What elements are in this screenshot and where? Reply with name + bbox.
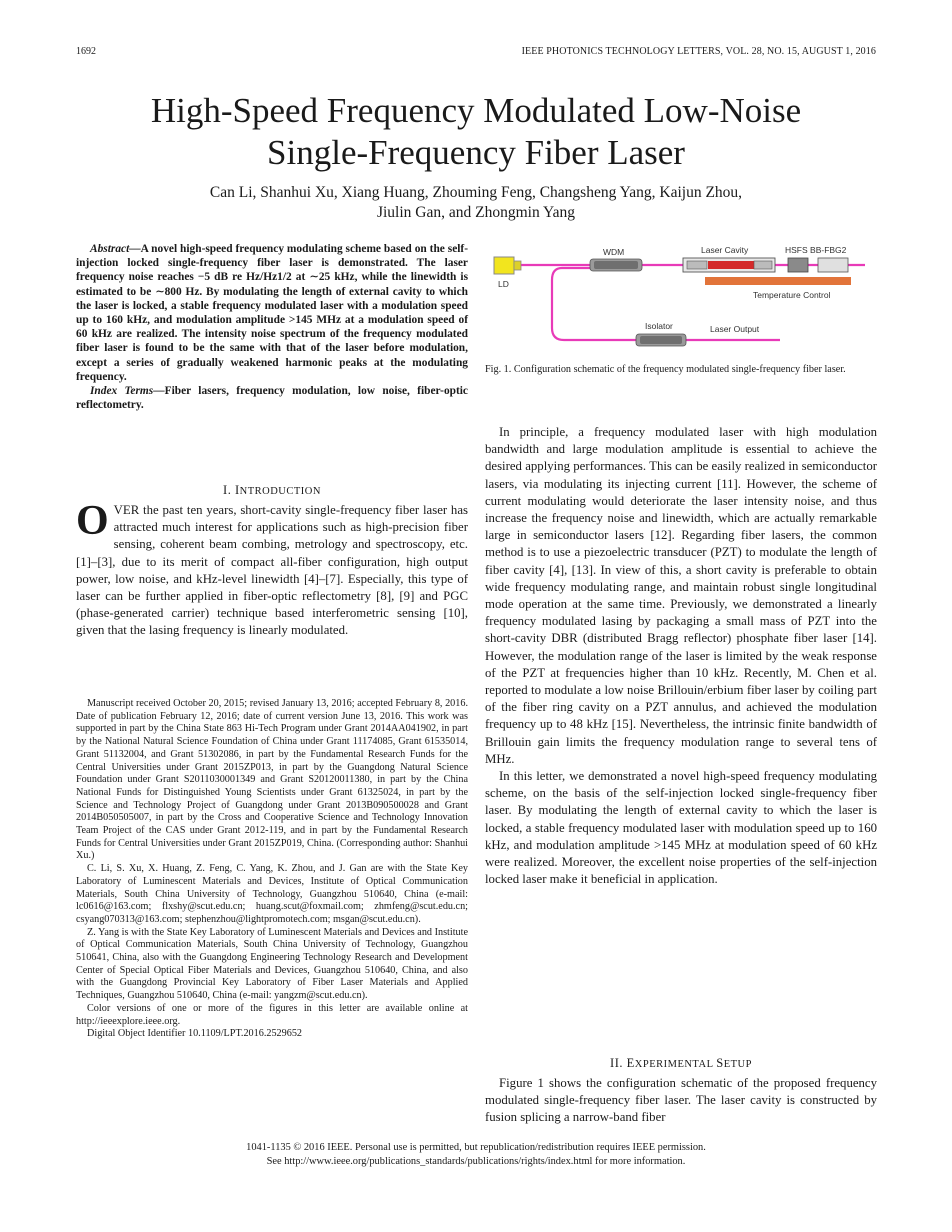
- index-terms-label: Index Terms—: [90, 385, 165, 398]
- abstract: [76, 242, 468, 412]
- paragraph-this-letter: In this letter, we demonstrated a novel high-speed frequency modulating scheme, on the basis of the self-injection locked single-frequency fiber laser. By modulating the length of external cavity to which the laser is locked, a stable frequency modulated laser with modulation speed up to 160 kHz, and modulation amplitude >145 MHz at modulation speed of 60 kHz were realized. Moreover, the excellent noise properties of the self-injection locked laser make it beneficial in application.: [485, 769, 877, 887]
- page-number: 1692: [76, 46, 96, 57]
- journal-header: IEEE PHOTONICS TECHNOLOGY LETTERS, VOL. 28, NO. 15, AUGUST 1, 2016: [521, 46, 876, 57]
- temp-control-bar: [705, 277, 851, 285]
- copyright-notice: [76, 1141, 876, 1168]
- footnote-affiliation-2: Z. Yang is with the State Key Laboratory of Luminescent Materials and Devices and Institute of Optical Communication Materials, South China University of Technology, Guangzhou 510641, China, also with the Guangdong Engineering Technology Research and Development Center of Special Optical Fiber Materials and Devices, Guangzhou 510640, China, and also with the Guangdong Provincial Key Laboratory of Fiber Laser Materials and Applied Techniques, Guangzhou 510640, China (e-mail: yangzm@scut.edu.cn).: [76, 926, 468, 1002]
- figure-caption: Fig. 1. Configuration schematic of the frequency modulated single-frequency fiber laser.: [485, 364, 846, 375]
- right-column-body: [485, 424, 877, 888]
- title-line-1: High-Speed Frequency Modulated Low-Noise: [150, 91, 802, 130]
- setup-body: [485, 1075, 877, 1127]
- schematic-diagram: [490, 244, 875, 362]
- hsfs-label: HSFS BB-FBG2: [785, 245, 847, 255]
- ld-box: [494, 257, 514, 274]
- footnote-funding: Manuscript received October 20, 2015; revised January 13, 2016; accepted February 8, 2016. Date of publication February 12, 2016; date of current version June 13, 2016. This work was supported in part by the China State 863 Hi-Tech Program under Grant 2014AA041902, in part by the National Natural Science Foundation of China under Grant 11174085, Grant 61535014, Grant 51132004, and Grant 51302086, in part by the Fundamental Research Funds for the Central Universities under Grant 2015ZP013, in part by the Guangdong Natural Science Foundation under Grant S2011030001349 and Grant S20120011380, in part by the China National Funds for Distinguished Young Scientists under Grant 61325024, in part by the Science and Technology Project of Guangdong under Grant 2013B090500028 and Grant 2014B050505007, in part by the Cross and Cooperative Science and Technology Innovation Team Project of the CAS under Grant 2012-119, and in part by the Fundamental Research Funds for Central Universities under Grant 2015ZP019, China. (Corresponding author: Shanhui Xu.): [76, 698, 468, 862]
- footnote-color: Color versions of one or more of the figures in this letter are available online at http://ieeexplore.ieee.org.: [76, 1002, 468, 1027]
- footnote-affiliation-1: C. Li, S. Xu, X. Huang, Z. Feng, C. Yang, K. Zhou, and J. Gan are with the State Key Laboratory of Luminescent Materials and Devices, Institute of Optical Communication Materials, South China University of Technology, Guangzhou 510640, China (e-mail: lc0616@163.com; flxshy@scut.edu.cn; huang.scut@foxmail.com; zhmfeng@scut.edu.cn; csyang070313@163.com; stephenzhou@lightpromotech.com; msgan@scut.edu.cn).: [76, 863, 468, 925]
- figure-1-schematic: [490, 244, 875, 362]
- title-line-2: Single-Frequency Fiber Laser: [267, 133, 685, 172]
- authors-line-2: Jiulin Gan, and Zhongmin Yang: [376, 204, 576, 221]
- paragraph-principle: In principle, a frequency modulated laser with high modulation bandwidth and large modulation amplitude is essential to achieve the desired applying performances. This can be easily realized in semiconductor lasers, via modulating its injecting current [11]. However, the scheme of current modulating would deteriorate the laser intensity noise, and thus increase the frequency noise and linewidth, which are actually remarkable large in semiconductor lasers [12]. Regarding fiber lasers, the common method is to use a piezoelectric transducer (PZT) to modulate the length of fiber cavity [4], [13]. In view of this, a short cavity is preferable to obtain wide frequency modulating range, and maintain robust single longitudinal mode operation at the same time. Previously, we demonstrated a linearly frequency modulated lasing by packaging a small mass of PZT into the short-cavity DBR (distributed Bragg reflector) phosphate fiber laser [14]. However, the modulation range of the laser is limited by the weak response of the PZT at frequencies higher than 10 kHz. Recently, M. Chen et al. reported to modulate a low noise Brillouin/erbium fiber laser by coiling part of the fiber ring cavity on a PZT annulus, and achieved the modulation frequency up to 48 kHz [15]. Nevertheless, the intrinsic finite bandwidth of Brillouin gain limits the frequency modulation range to several tens of MHz.: [485, 425, 877, 766]
- footnotes: [76, 698, 468, 1041]
- copyright-line-1: 1041-1135 © 2016 IEEE. Personal use is permitted, but republication/redistribution requires IEEE permission.: [246, 1142, 706, 1153]
- fbg-left: [687, 261, 707, 269]
- paper-title: [76, 90, 876, 174]
- ld-label: LD: [498, 279, 509, 289]
- wdm-label: WDM: [603, 247, 625, 257]
- section-heading-experimental-setup: II. EXPERIMENTAL SETUP: [610, 1056, 752, 1070]
- laser-cavity-label: Laser Cavity: [701, 245, 749, 255]
- setup-paragraph: Figure 1 shows the configuration schematic of the proposed frequency modulated single-frequency fiber laser. The laser cavity is constructed by fusion splicing a narrow-band fiber: [485, 1076, 877, 1125]
- bbfbg2-box: [818, 258, 848, 272]
- ld-connector: [514, 261, 521, 270]
- fbg-right: [754, 261, 772, 269]
- footnote-doi: Digital Object Identifier 10.1109/LPT.2016.2529652: [87, 1028, 303, 1040]
- cavity-red-fiber: [708, 261, 754, 269]
- isolator-label: Isolator: [645, 321, 673, 331]
- abstract-label: Abstract—: [90, 243, 141, 255]
- drop-cap: O: [76, 498, 109, 544]
- introduction-body: [76, 498, 468, 640]
- authors-line-1: Can Li, Shanhui Xu, Xiang Huang, Zhouming Feng, Changsheng Yang, Kaijun Zhou,: [209, 184, 743, 201]
- laser-output-label: Laser Output: [710, 324, 760, 334]
- intro-paragraph: VER the past ten years, short-cavity single-frequency fiber laser has attracted much interest for applications such as high-precision fiber sensing, coherent beam combing, metrology and spectroscopy, etc. [1]–[3], due to its merit of compact all-fiber configuration, high output power, low noise, and kHz-level linewidth [4]–[7]. Especially, this type of laser can be further applied in fiber-optic reflectometry [8], [9] and PGC (phase-generated carrier) technique based interferometric sensing [10], given that the lasing frequency is linearly modulated.: [76, 503, 468, 638]
- abstract-text: A novel high-speed frequency modulating scheme based on the self-injection locked single-frequency fiber laser is demonstrated. The laser frequency noise reaches −5 dB re Hz/Hz1/2 at ∼25 kHz, while the linewidth is estimated to be ∼800 Hz. By modulating the length of external cavity to which the laser is locked, a stable frequency modulated laser with a modulation speed up to 160 kHz, and modulation amplitude >145 MHz at a modulation speed of 60 kHz are realized. The intensity noise spectrum of the frequency modulated fiber laser is found to be the same with that of the laser before modulation, except a series of gradually weakened harmonic peaks at the modulating frequency.: [76, 243, 468, 383]
- temp-control-label: Temperature Control: [753, 290, 831, 300]
- section-heading-introduction: I. INTRODUCTION: [223, 483, 321, 497]
- author-list: [76, 183, 876, 223]
- hsfs-box: [788, 258, 808, 272]
- index-terms: Fiber lasers, frequency modulation, low noise, fiber-optic reflectometry.: [76, 385, 468, 412]
- copyright-line-2: See http://www.ieee.org/publications_standards/publications/rights/index.html for more information.: [266, 1155, 686, 1167]
